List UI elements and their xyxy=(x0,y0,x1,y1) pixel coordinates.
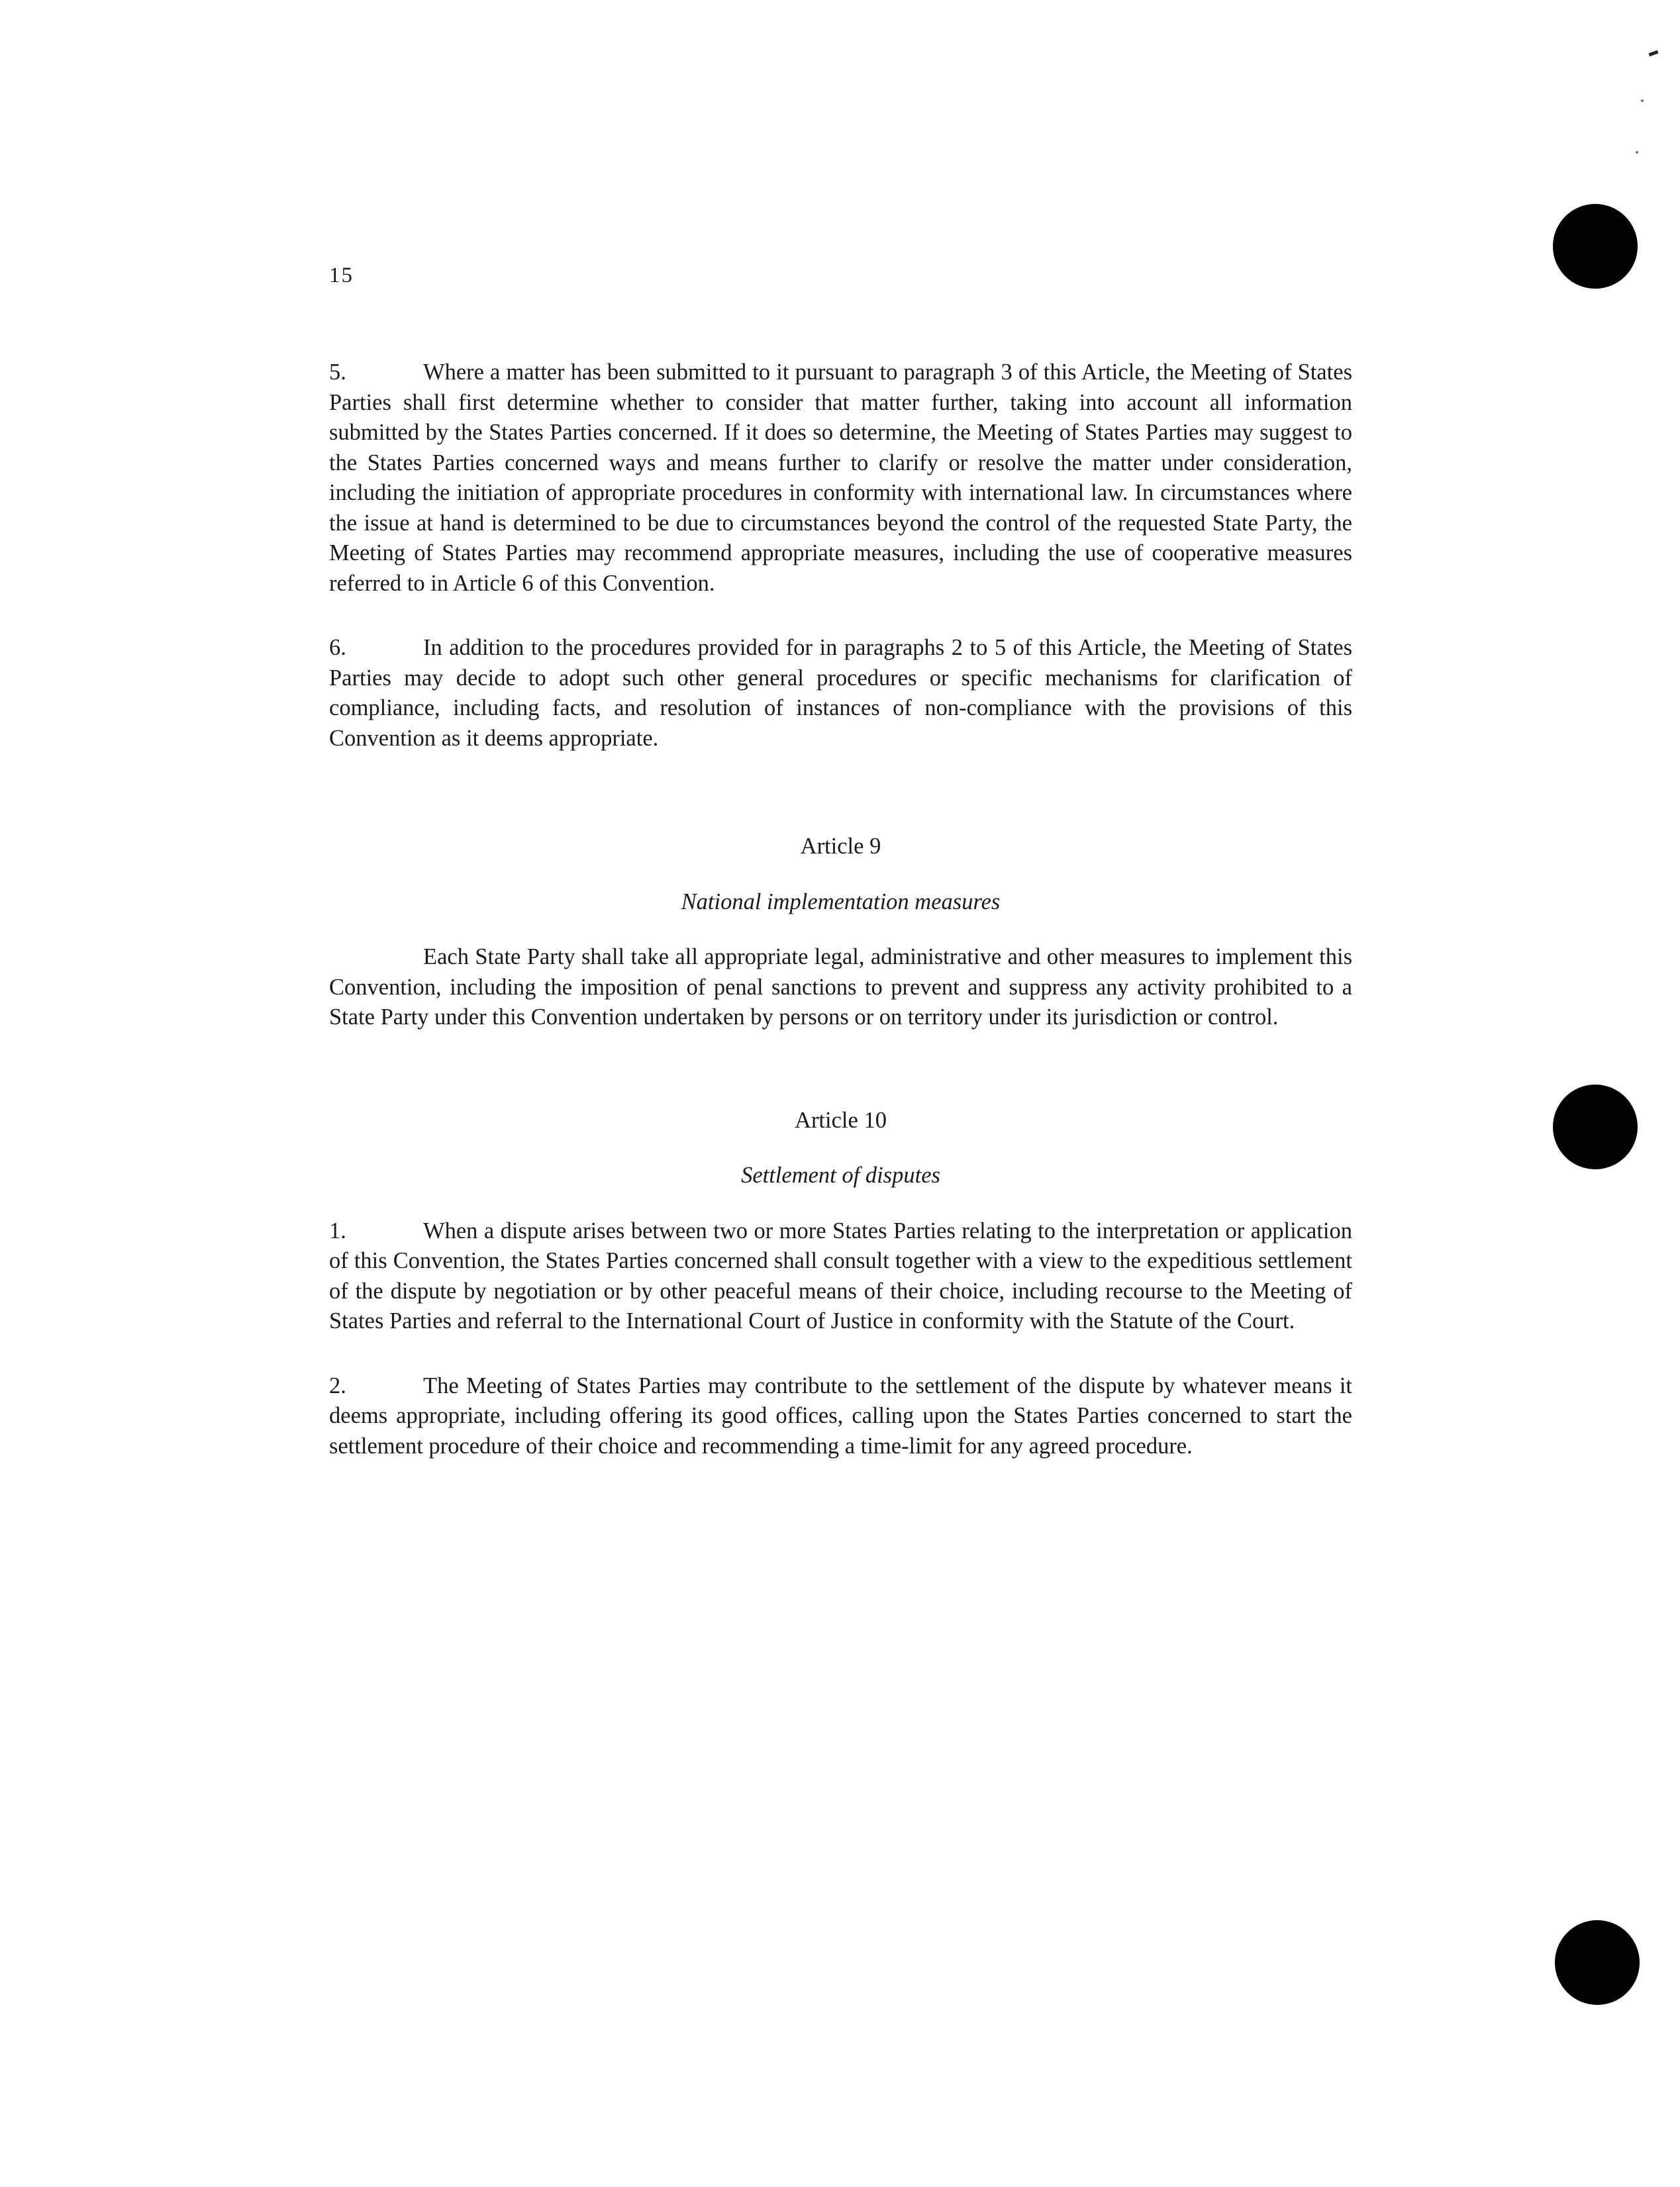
paragraph-5 xyxy=(329,358,1352,599)
article-9-text: Each State Party shall take all appropriate legal, administrative and other measures to implement this Convention, including the imposition of penal sanctions to prevent and suppress any activity prohibited to a State Party under this Convention undertaken by persons or on territory under its jurisdiction or control. xyxy=(329,944,1352,1030)
article-10-title: Article 10 xyxy=(795,1107,887,1133)
paragraph-text: In addition to the procedures provided for in paragraphs 2 to 5 of this Article, the Meeting of States Parties may decide to adopt such other general procedures or specific mechanisms for clarification of compliance, including facts, and resolution of instances of non-compliance with the provisions of this Convention as it deems appropriate. xyxy=(329,635,1352,751)
scan-speck xyxy=(1641,99,1644,102)
article-10-subtitle: Settlement of disputes xyxy=(741,1163,940,1188)
scan-mark xyxy=(1649,50,1659,56)
document-body xyxy=(329,358,1352,1496)
punch-hole xyxy=(1553,1085,1638,1169)
paragraph-number: 2. xyxy=(329,1373,346,1398)
article-9-title: Article 9 xyxy=(800,834,881,859)
paragraph-text: The Meeting of States Parties may contribute to the settlement of the dispute by whatever means it deems appropriate, including offering its good offices, calling upon the States Parties concerned to start the settlement procedure of their choice and recommending a time-limit for any agreed procedure. xyxy=(329,1373,1352,1459)
page-number: 15 xyxy=(329,264,354,287)
paragraph-number: 5. xyxy=(329,360,346,385)
punch-hole xyxy=(1555,1920,1640,2005)
paragraph-text: Where a matter has been submitted to it pursuant to paragraph 3 of this Article, the Meeting of States Parties shall first determine whether to consider that matter further, taking into account all information submitted by the States Parties concerned. If it does so determine, the Meeting of States Parties may suggest to the States Parties concerned ways and means further to clarify or resolve the matter under consideration, including the initiation of appropriate procedures in conformity with international law. In circumstances where the issue at hand is determined to be due to circumstances beyond the control of the requested State Party, the Meeting of States Parties may recommend appropriate measures, including the use of cooperative measures referred to in Article 6 of this Convention. xyxy=(329,360,1352,596)
paragraph-6 xyxy=(329,633,1352,753)
article-10-paragraph-1 xyxy=(329,1216,1352,1337)
paragraph-text: When a dispute arises between two or more States Parties relating to the interpretation or application of this Convention, the States Parties concerned shall consult together with a view to the expeditious settlement of the dispute by negotiation or by other peaceful means of their choice, including recourse to the Meeting of States Parties and referral to the International Court of Justice in conformity with the Statute of the Court. xyxy=(329,1218,1352,1334)
article-10-paragraph-2 xyxy=(329,1371,1352,1462)
paragraph-number: 6. xyxy=(329,635,346,660)
scan-speck xyxy=(1636,151,1638,154)
article-9-subtitle: National implementation measures xyxy=(681,889,1001,914)
paragraph-number: 1. xyxy=(329,1218,346,1243)
punch-hole xyxy=(1553,204,1638,289)
